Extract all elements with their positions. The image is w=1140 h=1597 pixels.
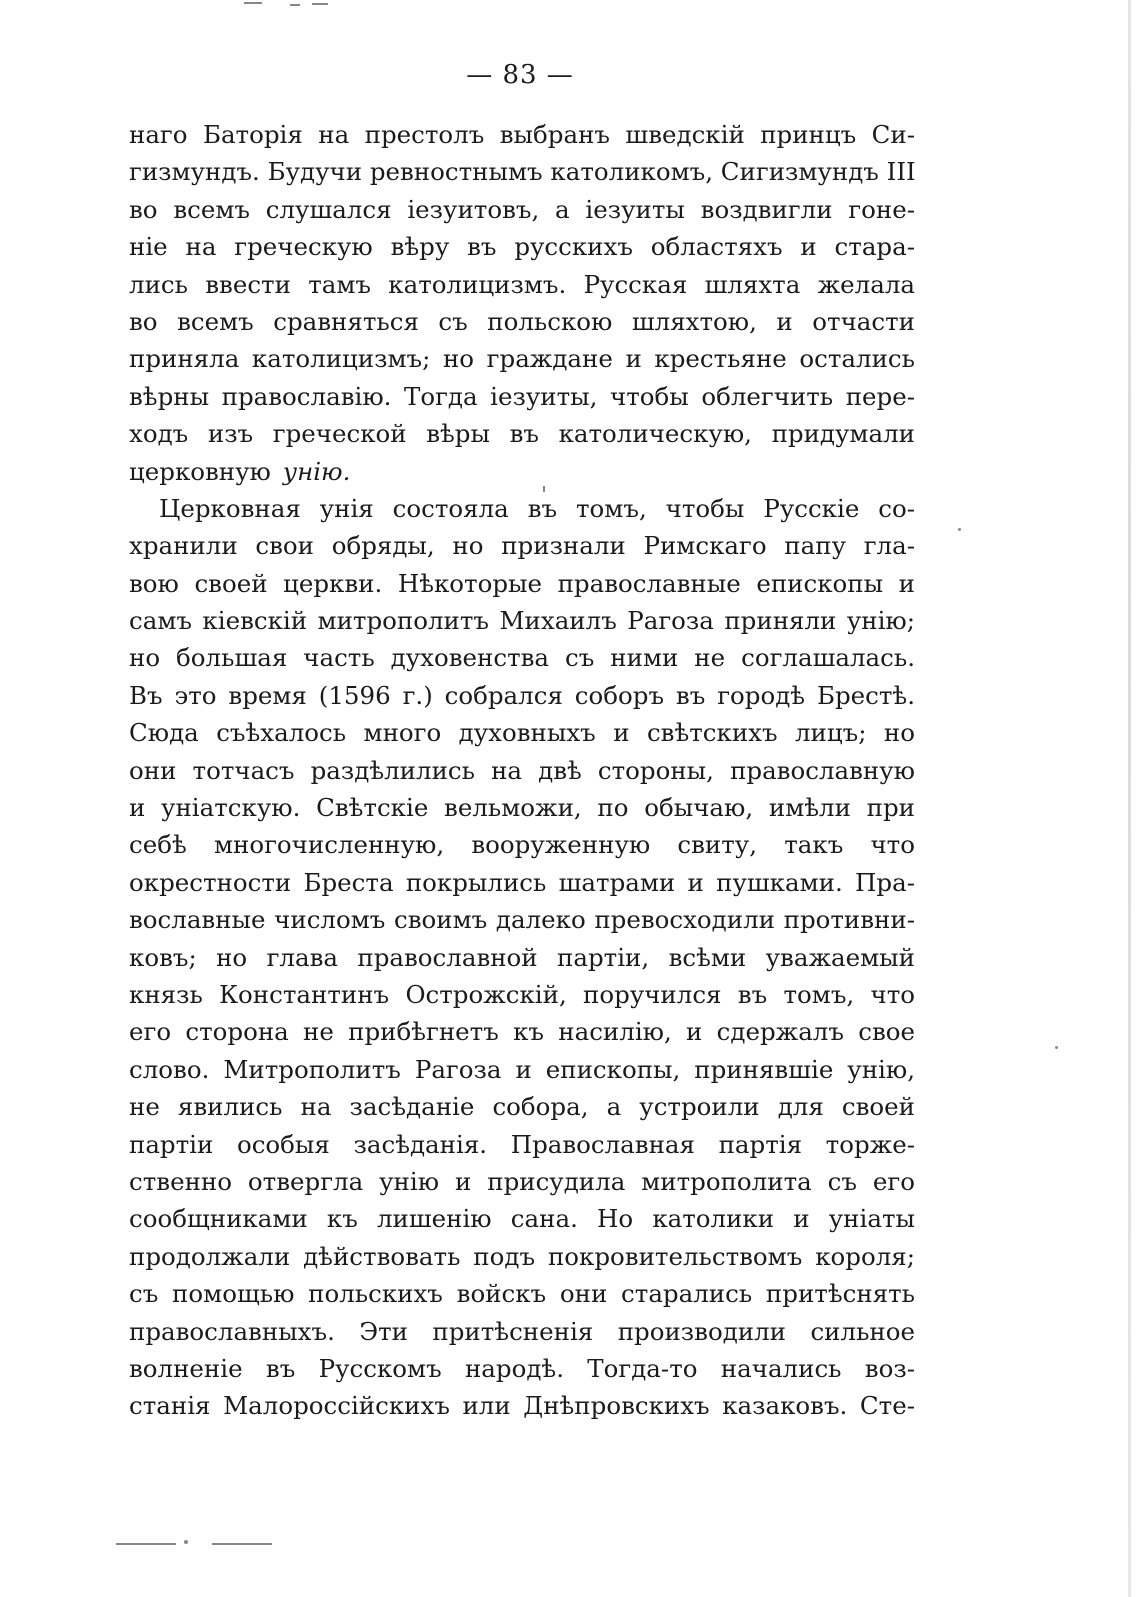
page-edge-shadow <box>1128 0 1131 1597</box>
paragraph <box>129 116 915 490</box>
text-line: продолжали дѣйствовать подъ покровительствомъ короля; <box>129 1241 915 1271</box>
text-line: вославные числомъ своимъ далеко превосходили противни- <box>129 905 915 935</box>
text-line: православныхъ. Эти притѣсненія производили сильное <box>129 1316 915 1346</box>
text-line: наго Баторія на престолъ выбранъ шведскій принцъ Си- <box>129 120 915 149</box>
text-line: Въ это время (1596 г.) собрался соборъ въ городѣ Брестѣ. <box>129 680 915 710</box>
text-line: хранили свои обряды, но признали Римскаго папу гла- <box>129 531 915 561</box>
scan-speck <box>244 2 262 4</box>
page-number: — 83 — <box>466 60 574 90</box>
text-line: гизмундъ. Будучи ревностнымъ католикомъ, Сигизмундъ III <box>129 157 916 187</box>
text-line: окрестности Бреста покрылись шатрами и пушками. Пра- <box>129 867 915 897</box>
text-line: вою своей церкви. Нѣкоторые православные епископы и <box>129 568 915 598</box>
scan-speck <box>184 1540 188 1544</box>
text-line: лись ввести тамъ католицизмъ. Русская шляхта желала <box>129 269 915 299</box>
scan-speck <box>312 3 328 5</box>
text-line: сообщниками къ лишенію сана. Но католики и уніаты <box>129 1204 915 1234</box>
text-line: во всемъ сравняться съ польскою шляхтою, и отчасти <box>129 306 915 336</box>
scan-speck <box>212 1543 272 1545</box>
text-line: Церковная унія состояла въ томъ, чтобы Русскіе со- <box>159 493 915 523</box>
scan-speck <box>116 1543 176 1545</box>
scan-speck <box>958 528 961 531</box>
text-line: они тотчасъ раздѣлились на двѣ стороны, православную <box>129 755 915 785</box>
text-line: во всемъ слушался іезуитовъ, а іезуиты воздвигли гоне- <box>129 194 915 224</box>
scan-speck <box>290 4 300 6</box>
text-line: станія Малороссійскихъ или Днѣпровскихъ казаковъ. Сте- <box>129 1391 915 1421</box>
text-line: Сюда съѣхалось много духовныхъ и свѣтскихъ лицъ; но <box>129 718 915 748</box>
text-line: партіи особыя засѣданія. Православная партія торже- <box>129 1129 915 1159</box>
text-line: но большая часть духовенства съ ними не соглашалась. <box>129 643 915 673</box>
text-line: ственно отвергла унію и присудила митрополита съ его <box>129 1166 915 1196</box>
text-line: съ помощью польскихъ войскъ они старались притѣснять <box>129 1279 915 1309</box>
text-line: волненіе въ Русскомъ народѣ. Тогда-то начались воз- <box>129 1353 915 1383</box>
text-line: ходъ изъ греческой вѣры въ католическую, придумали <box>129 419 915 449</box>
text-line: не явились на засѣданіе собора, а устроили для своей <box>129 1092 915 1122</box>
text-line: его сторона не прибѣгнетъ къ насилію, и сдержалъ свое <box>129 1017 915 1047</box>
italic-term: унію. <box>282 456 351 486</box>
text-line: ковъ; но глава православной партіи, всѣми уважаемый <box>129 942 915 972</box>
text-line: князь Константинъ Острожскій, поручился въ томъ, что <box>129 979 915 1009</box>
scan-speck <box>1055 1046 1058 1049</box>
text-line: самъ кіевскій митрополитъ Михаилъ Рагоза приняли унію; <box>129 606 915 636</box>
text-line: и уніатскую. Свѣтскіе вельможи, по обычаю, имѣли при <box>129 793 915 823</box>
text-line: ніе на греческую вѣру въ русскихъ областяхъ и стара- <box>129 232 915 262</box>
text-line: вѣрны православію. Тогда іезуиты, чтобы облегчить пере- <box>129 381 915 411</box>
paragraph <box>129 490 915 1425</box>
text-line: приняла католицизмъ; но граждане и крестьяне остались <box>129 344 915 374</box>
body-text <box>129 116 915 1425</box>
text-line: себѣ многочисленную, вооруженную свиту, такъ что <box>129 830 915 860</box>
text-line-last <box>129 453 915 490</box>
text-line: слово. Митрополитъ Рагоза и епископы, принявшіе унію, <box>129 1054 915 1084</box>
text-fragment: церковную <box>129 456 271 486</box>
